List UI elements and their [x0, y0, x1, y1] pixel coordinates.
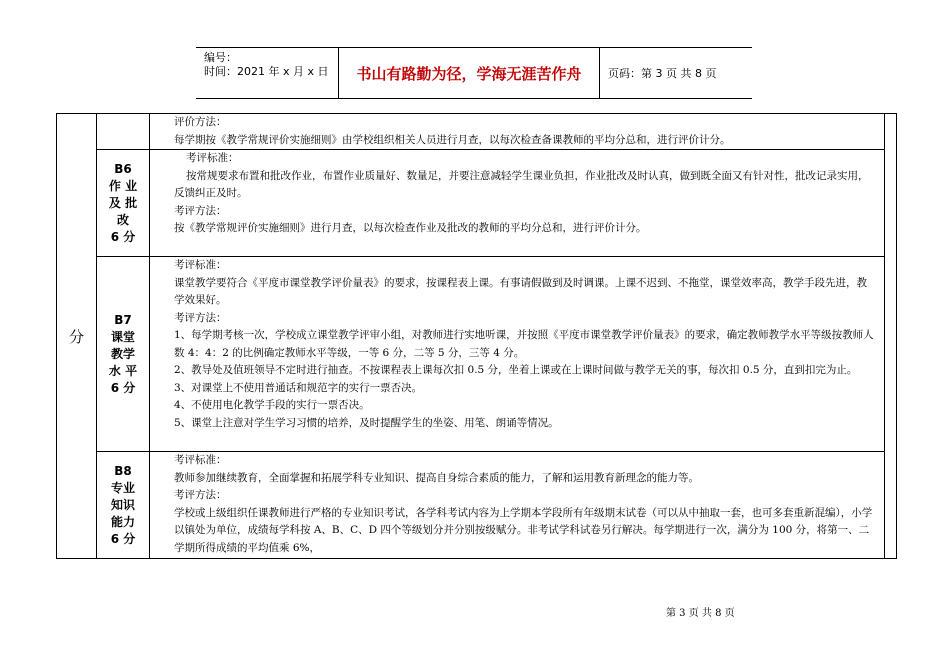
text-line: 4、不使用电化教学手段的实行一票否决。: [174, 399, 370, 411]
page-header: [196, 47, 752, 99]
motto: 书山有路勤为径，学海无涯苦作舟: [338, 48, 600, 98]
text-line: 考评方法：: [174, 311, 227, 324]
text-line: 考评标准：: [186, 152, 239, 164]
text-line: 学校或上级组织任课教师进行严格的专业知识考试，各学科考试内容为上学期本学段所有年级期末试卷（可以从中抽取一套，也可多套重新混编），小学以镇处为单位，成绩每学科按 A、B、C、D 四个等级划分并分别按级赋分。非考试学科试卷另行解决。每学期进行一次，满分为 100 分，将第一、二学期所得成绩的平均值乘 6%，: [174, 506, 873, 554]
page-footer: 第 3 页 共 8 页: [666, 608, 735, 619]
table-row: [57, 150, 897, 257]
item-code: B7 课堂 教学 水 平 6 分: [108, 312, 138, 395]
time-label: 时间：2021 年 x 月 x 日: [204, 65, 329, 78]
code-cell: [97, 150, 150, 257]
text-line: 按《教学常规评价实施细则》进行月查，以每次检查作业及批改的教师的平均分总和，进行评价计分。: [174, 222, 647, 234]
text-line: 考评标准：: [174, 259, 227, 271]
header-left: [204, 51, 329, 79]
table-row: [57, 114, 897, 150]
code-cell: [97, 452, 150, 559]
text-line: 考评方法：: [174, 204, 227, 217]
text-line: 2、教导处及值班领导不定时进行抽查。不按课程表上课每次扣 0.5 分，坐着上课或在上课时间做与教学无关的事，每次扣 0.5 分，直到扣完为止。: [174, 364, 858, 376]
text-line: 1、每学期考核一次，学校成立课堂教学评审小组，对教师进行实地听课，并按照《平度市课堂教学评价量表》的要求，确定教师教学水平等级按教师人数 4：4：2 的比例确定教师水平等级，一等 6 分，二等 5 分，三等 4 分。: [174, 329, 874, 359]
text-line: 3、对课堂上不使用普通话和规范字的实行一票否决。: [174, 381, 423, 394]
text-line: 教师参加继续教育，全面掌握和拓展学科专业知识、提高自身综合素质的能力，了解和运用教育新理念的能力等。: [174, 471, 699, 484]
content-cell: [150, 257, 885, 452]
page-indicator: 页码：第 3 页 共 8 页: [608, 67, 717, 80]
code-cell: [97, 114, 150, 150]
code-cell: [97, 257, 150, 452]
table-row: [57, 257, 897, 452]
text-line: 课堂教学要符合《平度市课堂教学评价量表》的要求，按课程表上课。有事请假做到及时调课。上课不迟到、不拖堂，课堂效率高，教学手段先进，教学效果好。: [174, 276, 867, 306]
margin-cell: [885, 114, 897, 559]
evaluation-table: [56, 113, 897, 559]
item-code: B6 作 业 及 批 改 6 分: [108, 161, 138, 244]
side-label-cell: [57, 114, 97, 559]
text-line: 每学期按《教学常规评价实施细则》由学校组织相关人员进行月查，以每次检查备课教师的平均分总和，进行评价计分。: [174, 133, 731, 146]
content-cell: [150, 114, 885, 150]
table-row: [57, 452, 897, 559]
text-line: 考评标准：: [174, 454, 227, 466]
text-line: 按常规要求布置和批改作业，布置作业质量好、数量足，并要注意减轻学生课业负担，作业批改及时认真，做到既全面又有针对性，批改记录实用，反馈纠正及时。: [174, 169, 869, 199]
side-label: 分: [68, 327, 84, 346]
text-line: 5、课堂上注意对学生学习习惯的培养，及时提醒学生的坐姿、用笔、朗诵等情况。: [174, 416, 559, 429]
item-code: B8 专业 知识 能力 6 分: [110, 463, 136, 546]
text-line: 评价方法：: [174, 116, 227, 128]
text-line: 考评方法：: [174, 489, 227, 501]
content-cell: [150, 452, 885, 559]
content-cell: [150, 150, 885, 257]
number-label: 编号：: [204, 51, 237, 64]
